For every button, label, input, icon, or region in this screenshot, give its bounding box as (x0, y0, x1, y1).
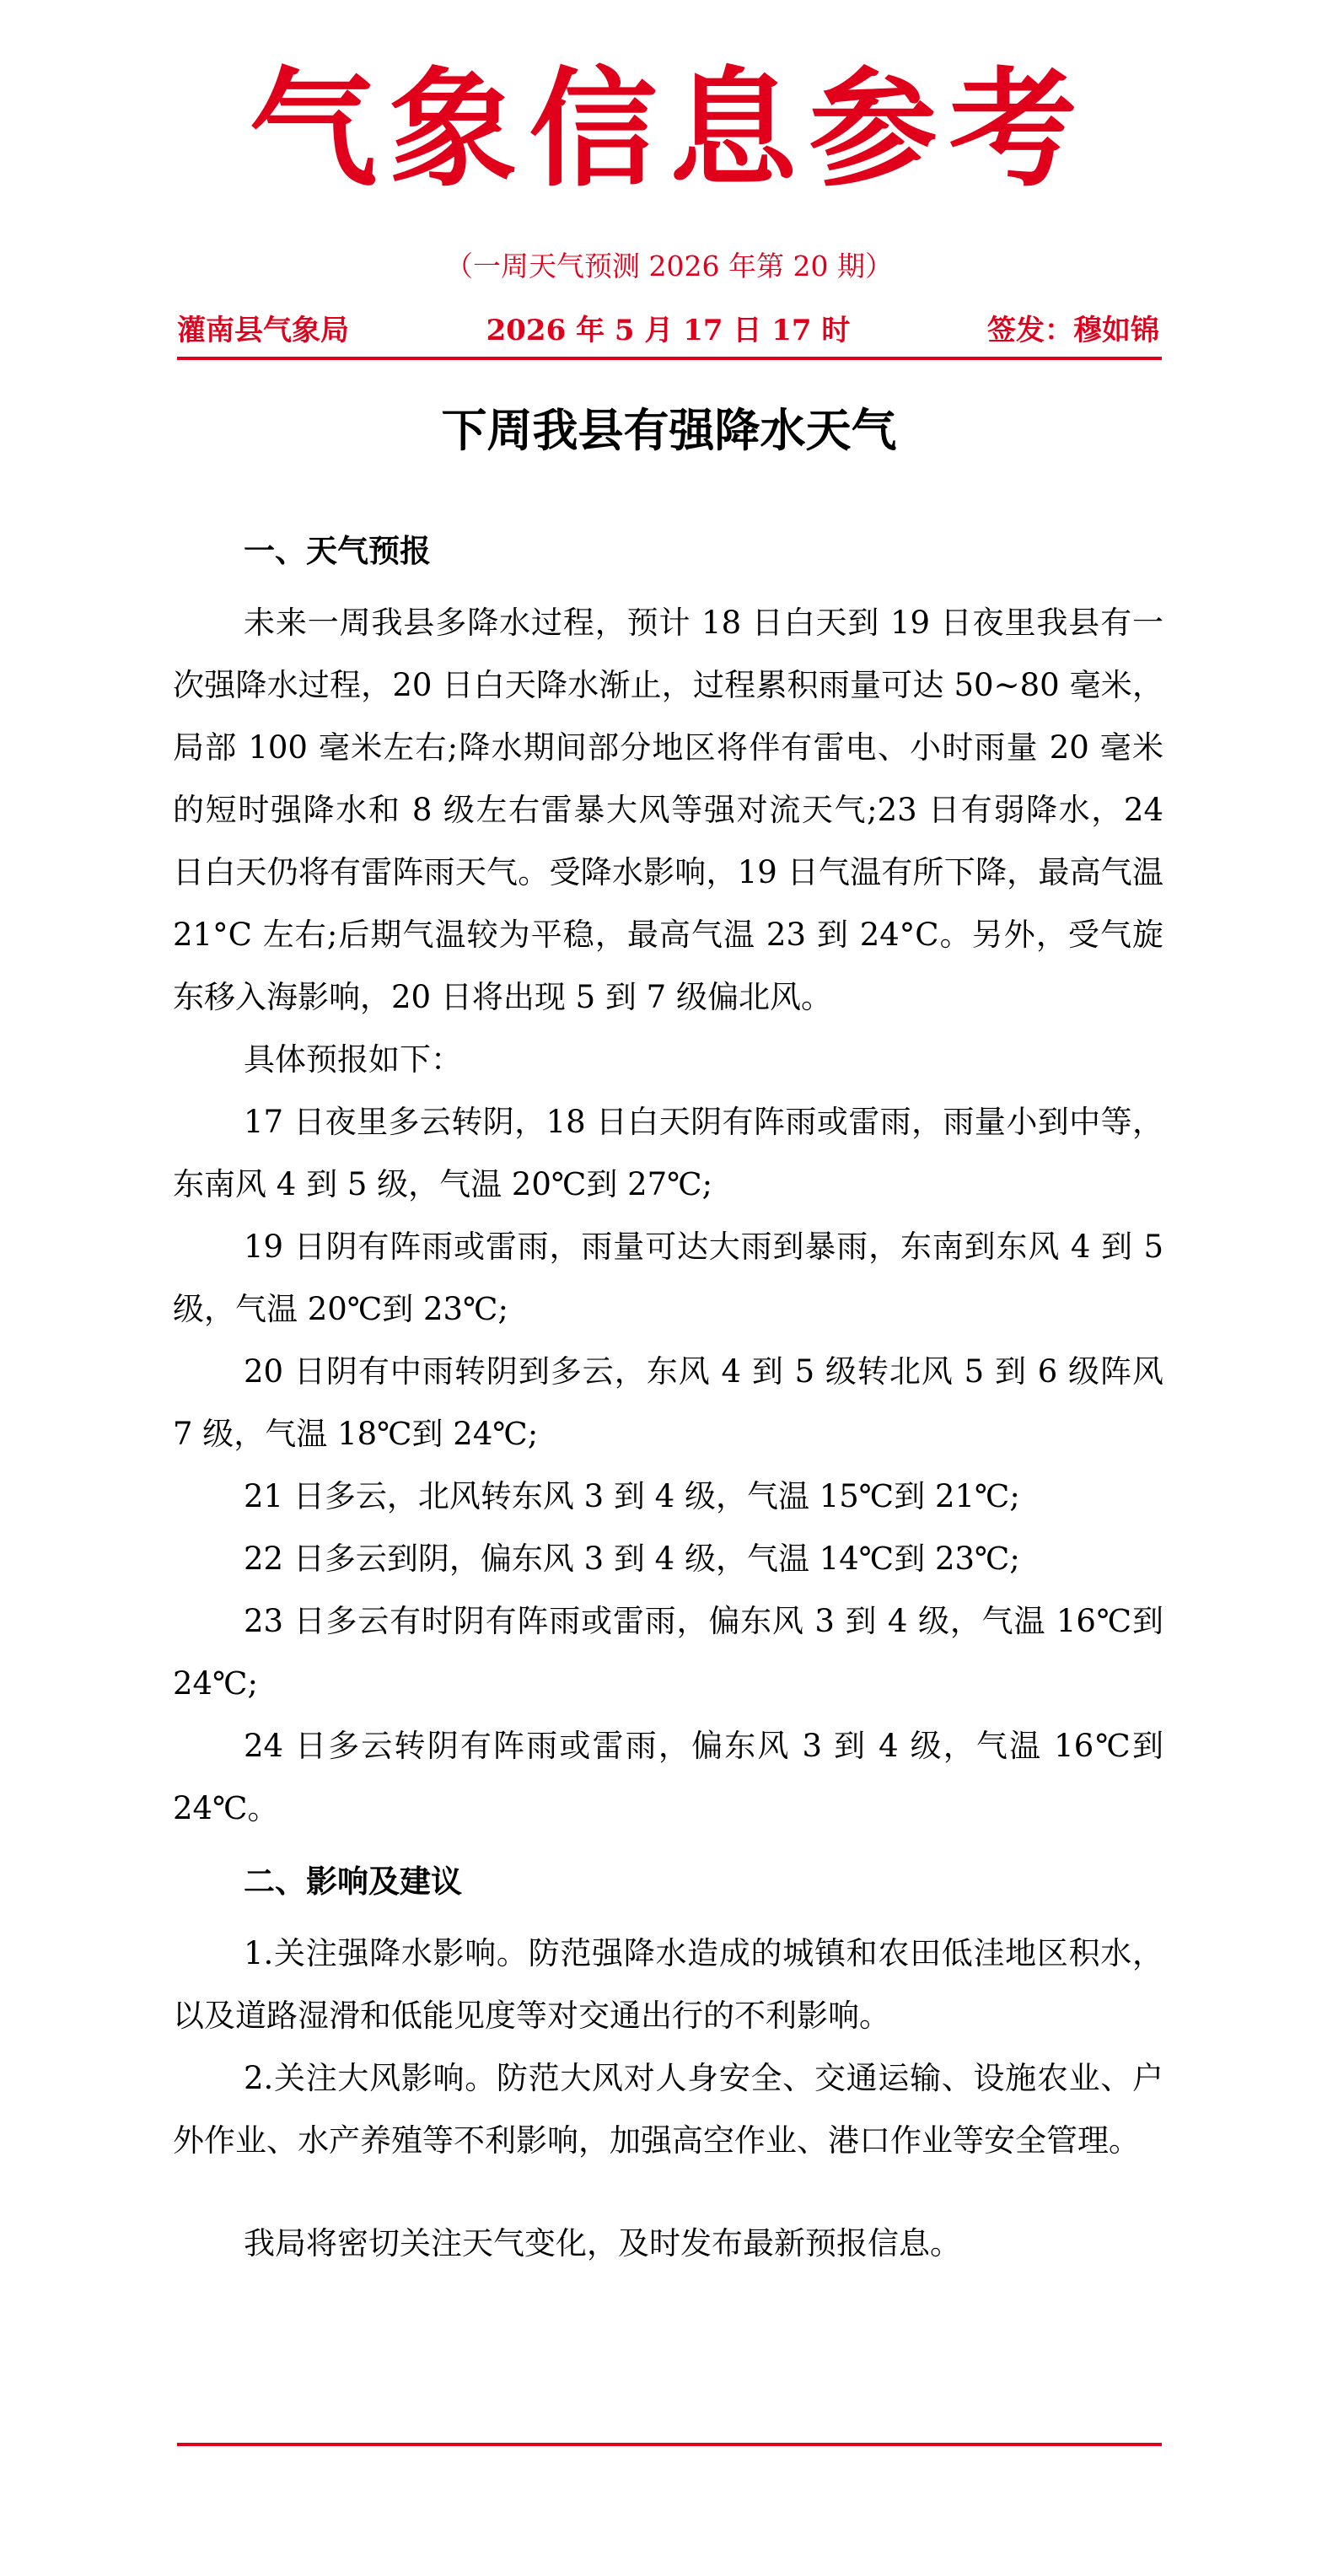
document-title: 下周我县有强降水天气 (441, 403, 897, 457)
daily-forecast: 20 日阴有中雨转阴到多云，东风 4 到 5 级转北风 5 到 6 级阵风 7 级，气温 18℃到 24℃; (173, 1353, 1163, 1452)
document-body (173, 519, 1163, 2275)
footer-divider (177, 2443, 1162, 2446)
advice-item: 1.关注强降水影响。防范强降水造成的城镇和农田低洼地区积水，以及道路湿滑和低能见度等对交通出行的不利影响。 (173, 1935, 1163, 2034)
daily-forecast: 17 日夜里多云转阴，18 日白天阴有阵雨或雷雨，雨量小到中等，东南风 4 到 5 级，气温 20℃到 27℃; (173, 1104, 1163, 1202)
daily-forecast: 23 日多云有时阴有阵雨或雷雨，偏东风 3 到 4 级，气温 16℃到 24℃; (173, 1603, 1163, 1702)
daily-forecast: 22 日多云到阴，偏东风 3 到 4 级，气温 14℃到 23℃; (244, 1541, 1020, 1577)
section-heading-impacts: 二、影响及建议 (244, 1863, 462, 1900)
daily-forecast: 24 日多云转阴有阵雨或雷雨，偏东风 3 到 4 级，气温 16℃到 24℃。 (173, 1728, 1163, 1826)
issue-line: （一周天气预测 2026 年第 20 期） (445, 250, 893, 282)
issuing-agency: 灌南县气象局 (177, 314, 349, 347)
forecast-overview: 未来一周我县多降水过程，预计 18 日白天到 19 日夜里我县有一次强降水过程，20 日白天降水渐止，过程累积雨量可达 50~80 毫米，局部 100 毫米左右;降水期间部分地区将伴有雷电、小时雨量 20 毫米的短时强降水和 8 级左右雷暴大风等强对流天气;23 日有弱降水，24 日白天仍将有雷阵雨天气。受降水影响，19 日气温有所下降，最高气温 21°C 左右;后期气温较为平稳，最高气温 23 到 24°C。另外，受气旋东移入海影响，20 日将出现 5 到 7 级偏北风。 (173, 605, 1163, 1015)
daily-forecast: 19 日阴有阵雨或雷雨，雨量可达大雨到暴雨，东南到东风 4 到 5 级，气温 20℃到 23℃; (173, 1229, 1163, 1327)
advice-item: 2.关注大风影响。防范大风对人身安全、交通运输、设施农业、户外作业、水产养殖等不利影响，加强高空作业、港口作业等安全管理。 (173, 2060, 1163, 2159)
section-heading-forecast: 一、天气预报 (244, 532, 431, 569)
daily-forecast: 21 日多云，北风转东风 3 到 4 级，气温 15℃到 21℃; (244, 1478, 1020, 1514)
masthead-title: 气象信息参考 (249, 55, 1089, 204)
forecast-intro: 具体预报如下： (244, 1041, 462, 1078)
closing-statement: 我局将密切关注天气变化，及时发布最新预报信息。 (244, 2225, 961, 2261)
header-divider (177, 357, 1162, 360)
issue-datetime: 2026 年 5 月 17 日 17 时 (486, 314, 851, 347)
signer: 签发：穆如锦 (987, 314, 1159, 347)
header-meta-row (177, 307, 1159, 346)
